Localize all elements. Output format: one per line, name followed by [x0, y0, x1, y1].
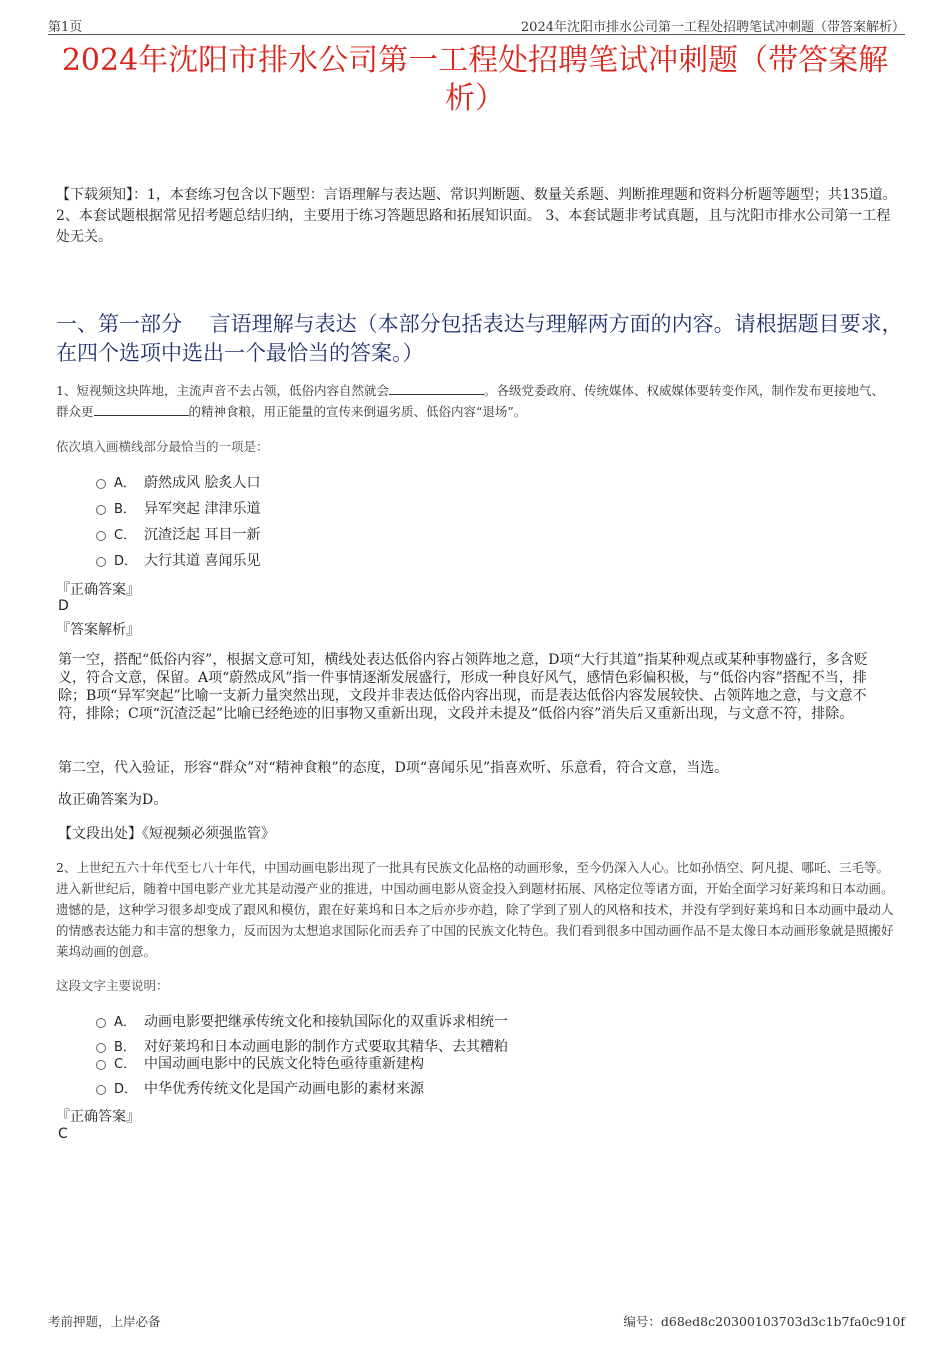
question-2-prompt: 这段文字主要说明：	[56, 978, 169, 993]
q1-option-a[interactable]: A． 蔚然成风 脍炙人口	[96, 472, 260, 494]
q1-analysis-3: 故正确答案为D。	[58, 792, 168, 808]
q2-option-b[interactable]: B． 对好莱坞和日本动画电影的制作方式要取其精华、去其糟粕	[96, 1036, 508, 1058]
blank-line	[389, 382, 484, 395]
radio-icon[interactable]	[96, 1060, 106, 1070]
section-heading: 一、第一部分 言语理解与表达（本部分包括表达与理解两方面的内容。请根据题目要求，在四个选项中选出一个最恰当的答案。）	[56, 312, 903, 365]
radio-icon[interactable]	[96, 1043, 106, 1053]
footer-doc-id: 编号：d68ed8c20300103703d3c1b7fa0c910f	[623, 1314, 905, 1329]
q2-option-c[interactable]: C． 中国动画电影中的民族文化特色亟待重新建构	[96, 1053, 424, 1075]
radio-icon[interactable]	[96, 505, 106, 515]
footer-slogan: 考前押题，上岸必备	[48, 1314, 161, 1329]
q2-answer-label: 『正确答案』	[56, 1109, 140, 1125]
q2-answer: C	[58, 1126, 68, 1142]
q1-source: 【文段出处】《短视频必须强监管》	[58, 826, 275, 842]
header-doc-title: 2024年沈阳市排水公司第一工程处招聘笔试冲刺题（带答案解析）	[520, 20, 905, 35]
blank-line	[94, 403, 189, 416]
q1-analysis-2: 第二空，代入验证，形容“群众”对“精神食粮”的态度，D项“喜闻乐见”指喜欢听、乐意看，符合文意，当选。	[58, 760, 729, 776]
q1-analysis-1: 第一空，搭配“低俗内容”，根据文意可知，横线处表达低俗内容占领阵地之意，D项“大行其道”指某种观点或某种事物盛行，多含贬义，符合文意，保留。A项“蔚然成风”指一件事情逐渐发展盛行，形成一种良好风气，感情色彩偏积极，与“低俗内容”搭配不当，排除；B项“异军突起”比喻一支新力量突然出现，文段并非表达低俗内容出现，而是表达低俗内容发展较快、占领阵地之意，与文意不符，排除；C项“沉渣泛起”比喻已经绝迹的旧事物又重新出现，文段并未提及“低俗内容”消失后又重新出现，与文意不符，排除。	[58, 652, 868, 722]
question-2-stem: 2、上世纪五六十年代至七八十年代，中国动画电影出现了一批具有民族文化品格的动画形象，至今仍深入人心。比如孙悟空、阿凡提、哪吒、三毛等。进入新世纪后，随着中国电影产业尤其是动漫产业的推进，中国动画电影从资金投入到题材拓展、风格定位等诸方面，开始全面学习好莱坞和日本动画。遗憾的是，这种学习很多却变成了跟风和模仿，跟在好莱坞和日本之后亦步亦趋，除了学到了别人的风格和技术，并没有学到好莱坞和日本动画中最动人的情感表达能力和丰富的想象力，反而因为太想追求国际化而丢弃了中国的民族文化特色。我们看到很多中国动画作品不是太像日本动画形象就是照搬好莱坞动画的创意。	[56, 860, 894, 959]
question-1-stem: 1、短视频这块阵地，主流声音不去占领，低俗内容自然就会 。各级党委政府、传统媒体、权威媒体要转变作风，制作发布更接地气、群众更 的精神食粮，用正能量的宣传来倒逼劣质、低俗内容“退场”。	[56, 383, 884, 419]
q2-option-d[interactable]: D． 中华优秀传统文化是国产动画电影的素材来源	[96, 1078, 424, 1100]
radio-icon[interactable]	[96, 1018, 106, 1028]
q1-option-b[interactable]: B． 异军突起 津津乐道	[96, 498, 260, 520]
page-header	[48, 14, 905, 35]
page-number: 第1页	[48, 20, 83, 35]
document-title: 2024年沈阳市排水公司第一工程处招聘笔试冲刺题（带答案解析）	[61, 43, 889, 116]
download-notice: 【下载须知】：1，本套练习包含以下题型：言语理解与表达题、常识判断题、数量关系题、判断推理题和资料分析题等题型；共135道。 2、本套试题根据常见招考题总结归纳，主要用于练习答题思路和拓展知识面。 3、本套试题非考试真题，且与沈阳市排水公司第一工程处无关。	[56, 187, 897, 245]
q1-option-c[interactable]: C． 沉渣泛起 耳目一新	[96, 524, 260, 546]
q1-answer-label: 『正确答案』	[56, 582, 140, 598]
q1-answer: D	[58, 598, 69, 614]
radio-icon[interactable]	[96, 531, 106, 541]
radio-icon[interactable]	[96, 557, 106, 567]
radio-icon[interactable]	[96, 1085, 106, 1095]
radio-icon[interactable]	[96, 479, 106, 489]
q2-option-a[interactable]: A． 动画电影要把继承传统文化和接轨国际化的双重诉求相统一	[96, 1011, 508, 1033]
q1-analysis-label: 『答案解析』	[56, 622, 140, 638]
q1-option-d[interactable]: D． 大行其道 喜闻乐见	[96, 550, 260, 572]
question-1-prompt: 依次填入画横线部分最恰当的一项是：	[56, 439, 269, 454]
